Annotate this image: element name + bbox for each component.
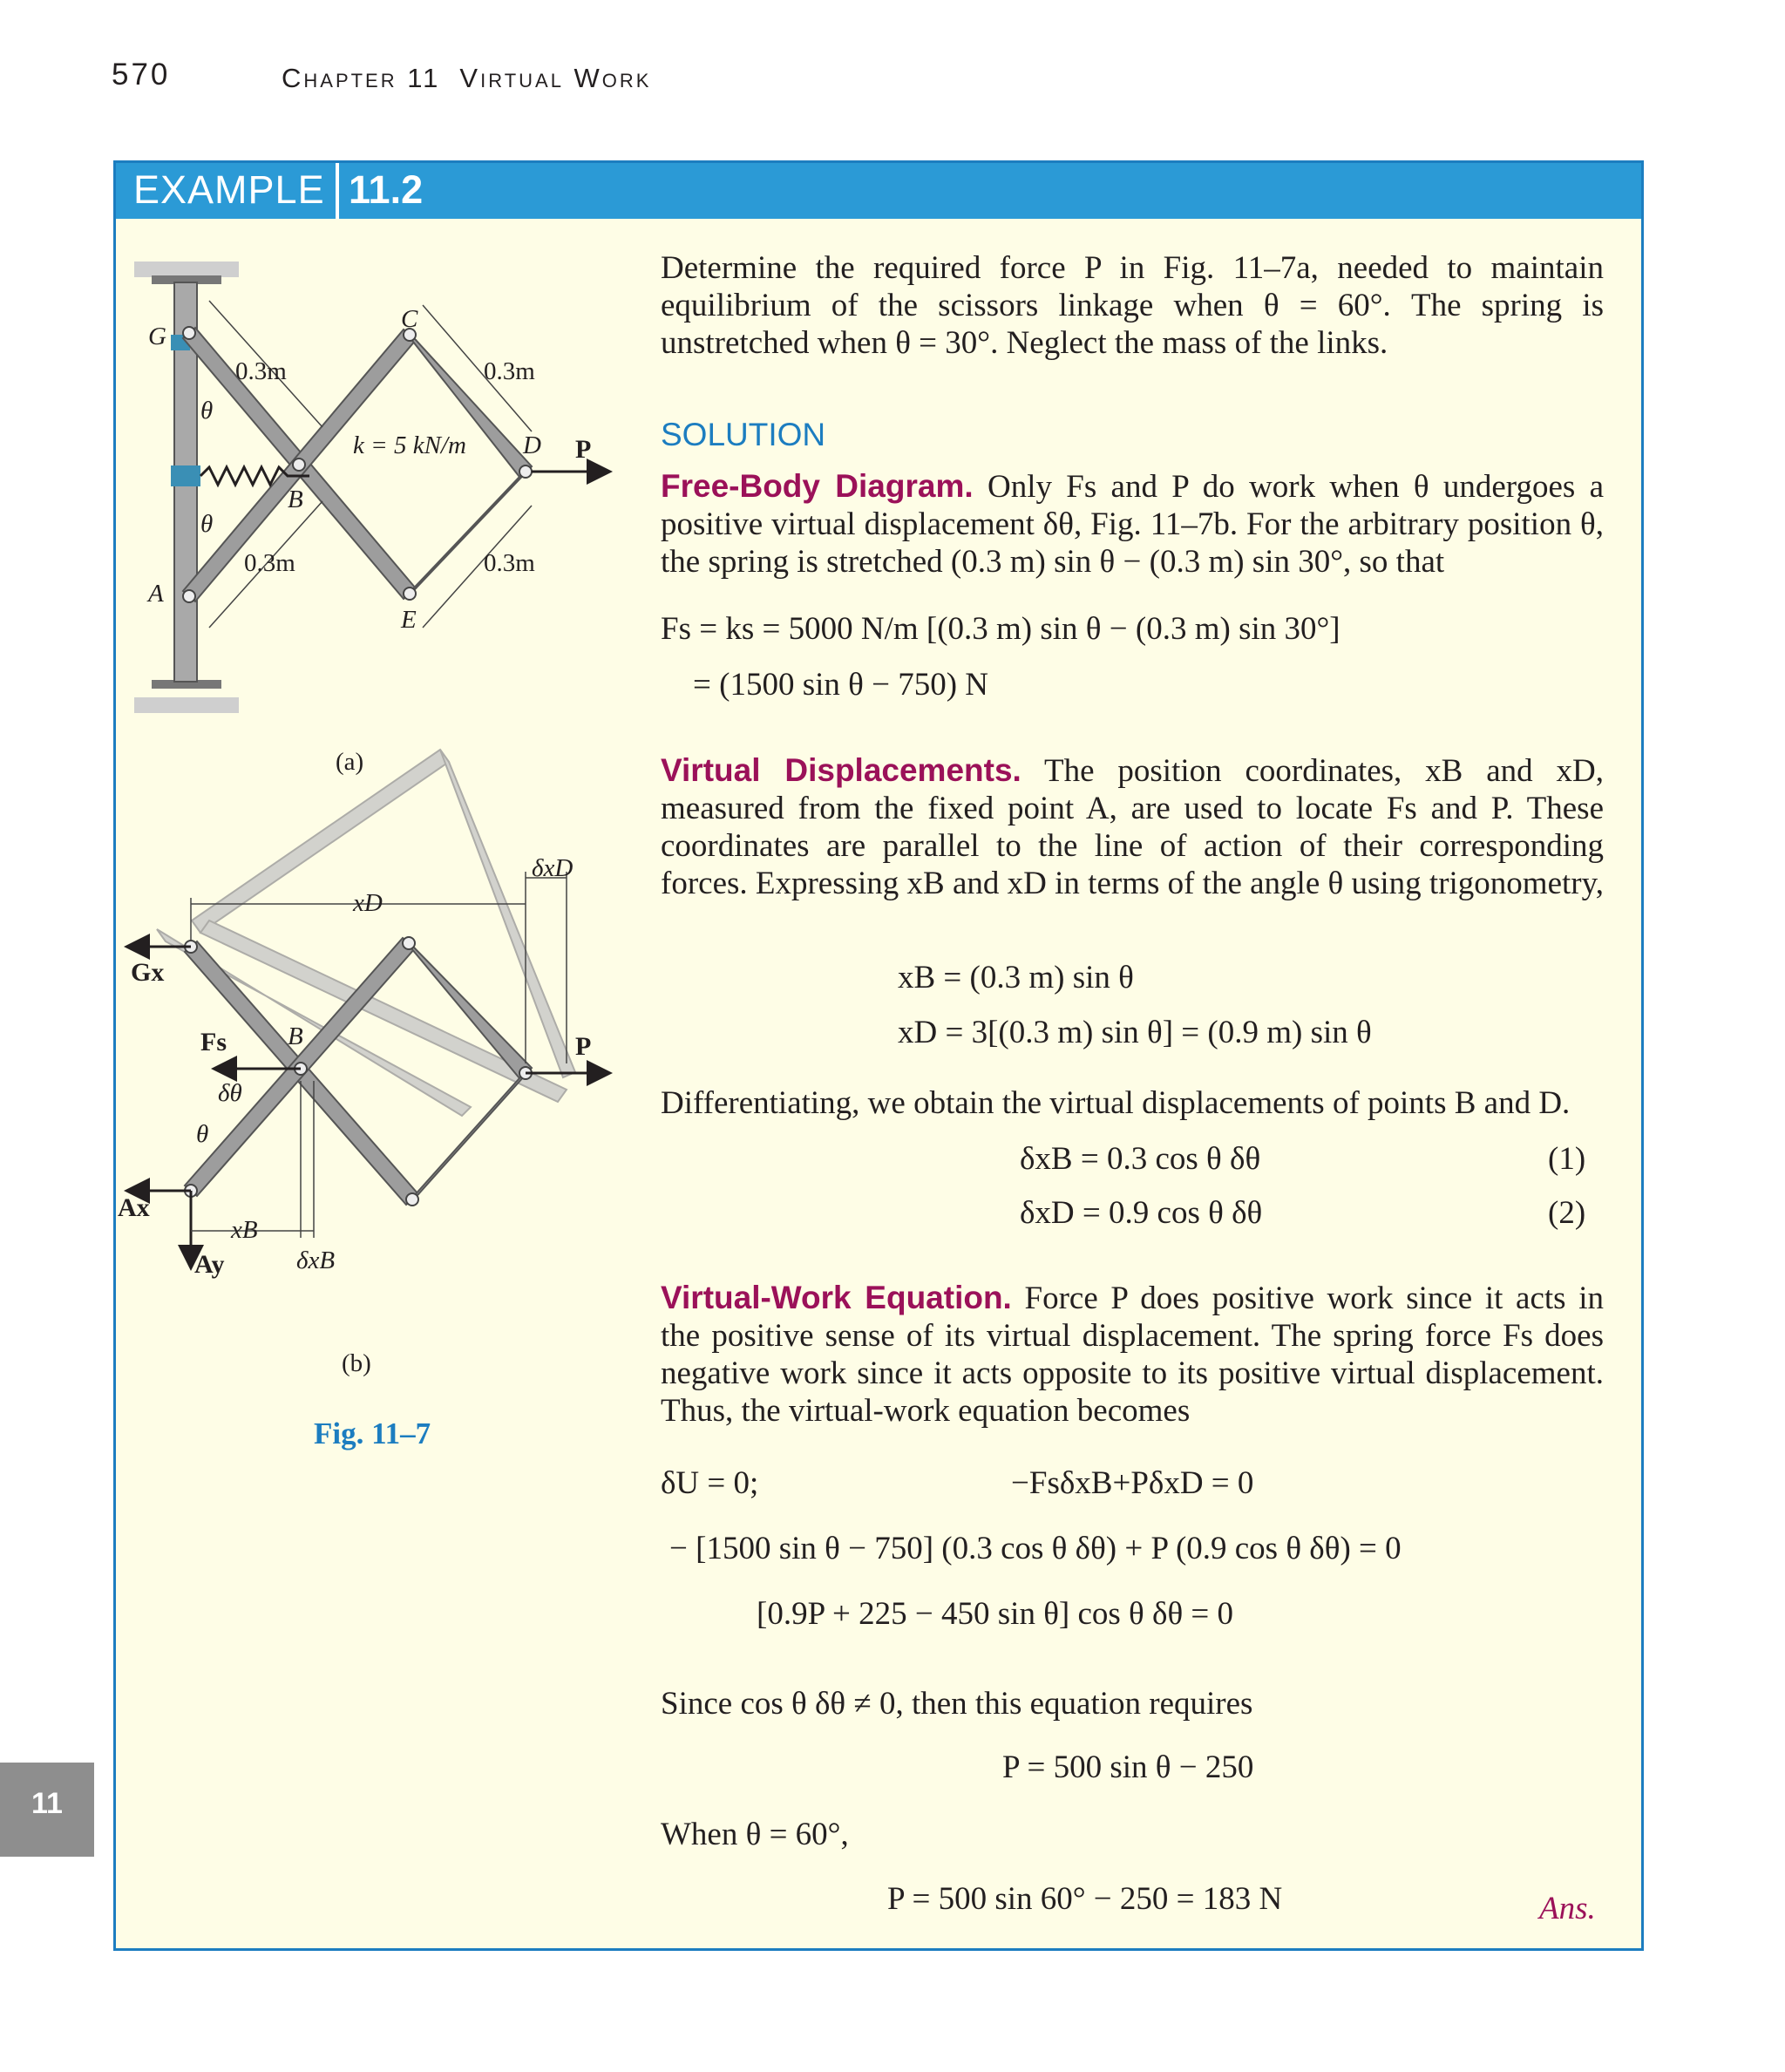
label-ay: Ay	[194, 1250, 225, 1279]
equation-du-label: δU = 0;	[661, 1465, 759, 1501]
top-support	[134, 262, 239, 277]
pin-b-c	[403, 937, 415, 949]
virtual-work-text: Force P does positive work since it acts in the positive sense of its virtual displacement. The spring force Fs does negative work since it acts opposite to its positive virtual displacement. Thus, the virtual-work equation becomes	[661, 1281, 1605, 1429]
subfig-a-label: (a)	[336, 748, 364, 776]
equation-expanded: − [1500 sin θ − 750] (0.3 cos θ δθ) + P (0.9 cos θ δθ) = 0	[669, 1531, 1402, 1566]
example-label: EXAMPLE	[133, 167, 325, 212]
equation-xd: xD = 3[(0.3 m) sin θ] = (0.9 m) sin θ	[898, 1015, 1372, 1050]
since-text: Since cos θ δθ ≠ 0, then this equation requires	[661, 1686, 1253, 1722]
answer-label: Ans.	[1539, 1891, 1596, 1926]
subfig-b-label: (b)	[342, 1349, 371, 1377]
label-a: A	[148, 580, 164, 608]
pin-d	[519, 465, 532, 478]
label-b: B	[288, 486, 303, 513]
equation-dxd: δxD = 0.9 cos θ δθ	[1020, 1195, 1263, 1231]
pin-b	[293, 459, 305, 471]
virtual-displacements-paragraph	[661, 751, 1604, 902]
label-len-1: 0.3m	[235, 357, 287, 385]
label-dtheta: δθ	[218, 1079, 242, 1107]
label-b-b: B	[288, 1022, 303, 1050]
label-c: C	[401, 305, 418, 333]
bottom-support	[134, 697, 239, 713]
equation-fs-2: = (1500 sin θ − 750) N	[693, 667, 988, 703]
equation-dxb: δxB = 0.3 cos θ δθ	[1020, 1141, 1261, 1177]
figure-caption: Fig. 11–7	[314, 1416, 431, 1450]
virtual-work-heading: Virtual-Work Equation.	[661, 1280, 1012, 1315]
equation-number-2: (2)	[1548, 1195, 1586, 1231]
ghost-link-3	[440, 750, 575, 1077]
fbd-heading: Free-Body Diagram.	[661, 468, 974, 504]
label-dxd: δxD	[532, 854, 574, 882]
fbd-paragraph	[661, 467, 1604, 581]
pin-g	[183, 327, 195, 339]
chapter-side-tab-label: 11	[31, 1787, 63, 1820]
equation-simplified: [0.9P + 225 − 450 sin θ] cos θ δθ = 0	[757, 1596, 1234, 1632]
label-theta-2: θ	[200, 510, 214, 538]
virtual-displacements-text: The position coordinates, xB and xD, measured from the fixed point A, are used to locate Fs and P. These coordinates are parallel to the line of action of their corresponding forces. Expressing xB and xD in terms of the angle θ using trigonometry,	[661, 753, 1604, 901]
label-len-2: 0.3m	[484, 357, 535, 385]
label-xb: xB	[231, 1216, 258, 1244]
label-spring-k: k = 5 kN/m	[353, 431, 466, 459]
equation-number-1: (1)	[1548, 1141, 1586, 1177]
virtual-work-paragraph	[661, 1279, 1604, 1430]
equation-xb: xB = (0.3 m) sin θ	[898, 960, 1134, 995]
label-fs: Fs	[200, 1028, 227, 1056]
label-g: G	[148, 323, 166, 350]
label-ax: Ax	[118, 1193, 150, 1222]
label-theta-1: θ	[200, 397, 214, 425]
label-d: D	[523, 431, 541, 459]
virtual-displacements-heading: Virtual Displacements.	[661, 752, 1021, 788]
differentiating-text: Differentiating, we obtain the virtual displacements of points B and D.	[661, 1085, 1571, 1121]
label-e: E	[401, 606, 417, 634]
label-len-4: 0.3m	[484, 549, 535, 577]
figure-b	[118, 750, 610, 1377]
equation-virtual-work: −FsδxB+PδxD = 0	[1011, 1465, 1254, 1501]
when-text: When θ = 60°,	[661, 1817, 849, 1852]
equation-fs: Fs = ks = 5000 N/m [(0.3 m) sin θ − (0.3 m) sin 30°]	[661, 611, 1340, 647]
fbd-text: Only Fs and P do work when θ undergoes a positive virtual displacement δθ, Fig. 11–7b. For the arbitrary position θ, the spring is stretched (0.3 m) sin θ − (0.3 m) sin 30°, so that	[661, 469, 1605, 580]
chapter-header	[282, 63, 670, 94]
label-len-3: 0.3m	[244, 549, 295, 577]
pin-b-e	[406, 1193, 418, 1206]
equation-final: P = 500 sin 60° − 250 = 183 N	[887, 1881, 1283, 1917]
chapter-label: Chapter 11	[282, 63, 441, 93]
problem-statement: Determine the required force P in Fig. 11–7a, needed to maintain equilibrium of the scissors linkage when θ = 60°. The spring is unstretched when θ = 30°. Neglect the mass of the links.	[661, 250, 1604, 361]
label-xd: xD	[353, 889, 383, 917]
figure-a	[134, 262, 610, 776]
label-p: P	[575, 435, 592, 464]
label-theta-b: θ	[196, 1120, 209, 1148]
collar	[171, 465, 200, 486]
example-banner	[116, 163, 1641, 219]
example-divider	[336, 163, 339, 219]
page-number: 570	[112, 58, 171, 92]
pin-e	[404, 588, 416, 600]
label-dxb: δxB	[296, 1247, 336, 1274]
equation-p: P = 500 sin θ − 250	[1002, 1749, 1254, 1785]
chapter-title: Virtual Work	[459, 63, 652, 93]
link-e-d	[404, 466, 532, 599]
example-number: 11.2	[349, 167, 424, 212]
scissors-linkage-figure	[113, 244, 654, 1464]
solution-heading: SOLUTION	[661, 417, 826, 452]
label-gx: Gx	[131, 958, 165, 987]
label-p-b: P	[575, 1032, 592, 1061]
pin-a	[183, 590, 195, 602]
ghost-link-1	[192, 750, 449, 933]
